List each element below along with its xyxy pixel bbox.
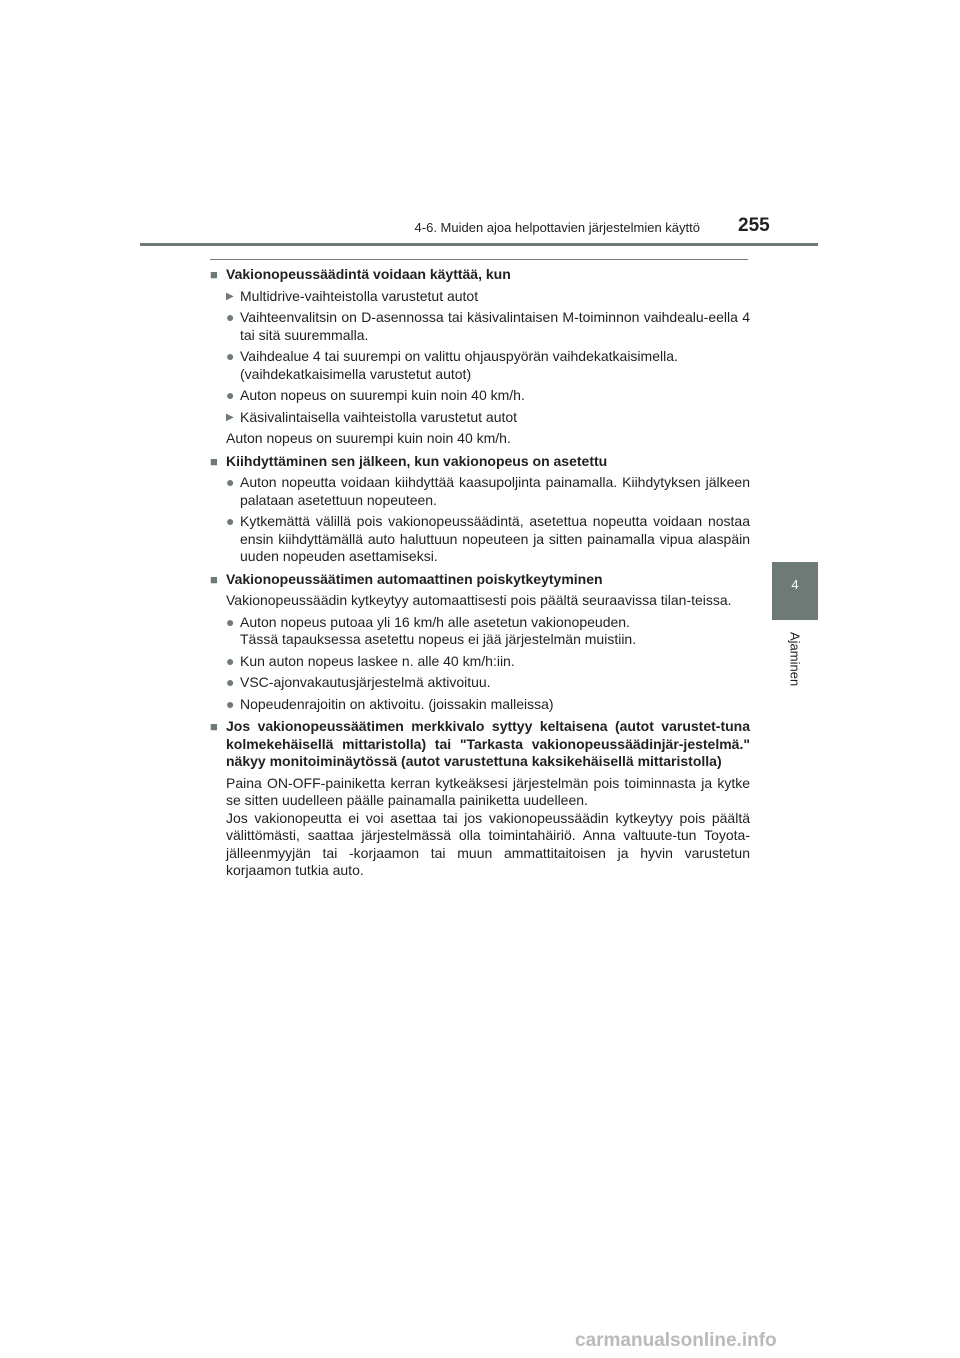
chapter-tab (772, 562, 818, 620)
circle-bullet-icon: ● (226, 695, 235, 712)
paragraph: Vakionopeussäädin kytkeytyy automaattisesti pois päältä seuraavissa tilan-teissa. (226, 592, 732, 608)
list-item-text: Auton nopeus on suurempi kuin noin 40 km/h. (240, 387, 525, 403)
list-item-text: Nopeudenrajoitin on aktivoitu. (joissakin malleissa) (240, 695, 554, 712)
section-heading (210, 266, 750, 284)
sub-condition (226, 409, 750, 427)
list-item (226, 696, 750, 714)
circle-bullet-icon: ● (226, 513, 235, 529)
watermark: carmanualsonline.info (575, 1330, 777, 1351)
circle-bullet-icon: ● (226, 652, 235, 669)
square-bullet-icon: ■ (210, 571, 218, 587)
square-bullet-icon: ■ (210, 267, 218, 282)
list-item (226, 474, 750, 509)
list-item-line: Tässä tapauksessa asetettu nopeus ei jää järjestelmän muistiin. (240, 631, 637, 647)
section-heading (210, 453, 750, 471)
section-title: Vakionopeussäädintä voidaan käyttää, kun (226, 266, 511, 282)
list-item-text: Kytkemättä välillä pois vakionopeussäädintä, asetettua nopeutta voidaan nostaa ensin kiihdyttämällä auto haluttuun nopeuteen ja sitten painamalla vipua alaspäin uuden nopeuden asettamiseksi. (240, 513, 750, 564)
running-header: 4-6. Muiden ajoa helpottavien järjestelmien käyttö (414, 220, 700, 235)
section-title: Kiihdyttäminen sen jälkeen, kun vakionopeus on asetettu (226, 452, 608, 469)
list-item-text (240, 348, 750, 383)
section-heading (210, 571, 750, 589)
circle-bullet-icon: ● (226, 674, 235, 690)
section-title: Jos vakionopeussäätimen merkkivalo syttyy keltaisena (autot varustet-tuna kolmekehäisellä mittaristolla) tai "Tarkasta vakionopeussäädinjär-jestelmä." näkyy monitoiminäytössä (autot varustettuna kaksikehäisellä mittaristolla) (226, 718, 750, 769)
sub-condition-text: Käsivalintaisella vaihteistolla varustetut autot (240, 408, 518, 425)
sub-condition (226, 288, 750, 306)
list-item (226, 387, 750, 405)
chapter-label-text: Ajaminen (787, 632, 803, 687)
list-item-text: VSC-ajonvakautusjärjestelmä aktivoituu. (240, 674, 491, 690)
list-item (226, 614, 750, 649)
page-content (210, 266, 750, 880)
circle-bullet-icon: ● (226, 474, 235, 490)
arrow-bullet-icon: ▶ (226, 290, 234, 302)
circle-bullet-icon: ● (226, 348, 235, 364)
chapter-number: 4 (791, 577, 799, 592)
list-item-text (240, 614, 750, 649)
paragraph: Auton nopeus on suurempi kuin noin 40 km/h. (226, 430, 511, 446)
list-item-text: Auton nopeutta voidaan kiihdyttää kaasupoljinta painamalla. Kiihdytyksen jälkeen palataan asetettuun nopeuteen. (240, 474, 750, 508)
list-item (226, 348, 750, 383)
list-item-line: (vaihdekatkaisimella varustetut autot) (240, 365, 472, 382)
list-item (226, 513, 750, 566)
list-item (226, 653, 750, 671)
list-item-line: Auton nopeus putoaa yli 16 km/h alle asetetun vakionopeuden. (240, 613, 630, 630)
list-item (226, 309, 750, 344)
arrow-bullet-icon: ▶ (226, 411, 234, 423)
circle-bullet-icon: ● (226, 309, 235, 325)
paragraph: Paina ON-OFF-painiketta kerran kytkeäksesi järjestelmän pois toiminnasta ja kytke se sitten uudelleen päälle painamalla painiketta uudelleen. (226, 774, 750, 808)
header-divider (140, 243, 818, 246)
circle-bullet-icon: ● (226, 387, 235, 403)
square-bullet-icon: ■ (210, 719, 218, 734)
circle-bullet-icon: ● (226, 613, 235, 630)
square-bullet-icon: ■ (210, 453, 218, 469)
list-item-text: Kun auton nopeus laskee n. alle 40 km/h:iin. (240, 652, 515, 669)
section-title: Vakionopeussäätimen automaattinen poiskytkeytyminen (226, 570, 603, 587)
section-heading (210, 718, 750, 771)
list-item (226, 674, 750, 692)
section-divider (210, 259, 748, 260)
list-item-text: Vaihteenvalitsin on D-asennossa tai käsivalintaisen M-toiminnon vaihdealu-eella 4 tai sitä suuremmalla. (240, 309, 750, 343)
paragraph: Jos vakionopeutta ei voi asettaa tai jos vakionopeussäädin kytkeytyy pois päältä välittömästi, saattaa järjestelmässä olla toimintahäiriö. Anna valtuute-tun Toyota-jälleenmyyjän tai -korjaamon tai muun ammattitaitoisen ja hyvin varustetun korjaamon tutkia auto. (226, 809, 750, 878)
page-number: 255 (738, 215, 770, 236)
sub-condition-text: Multidrive-vaihteistolla varustetut autot (240, 287, 479, 304)
list-item-line: Vaihdealue 4 tai suurempi on valittu ohjauspyörän vaihdekatkaisimella. (240, 348, 678, 364)
chapter-label (768, 632, 822, 712)
